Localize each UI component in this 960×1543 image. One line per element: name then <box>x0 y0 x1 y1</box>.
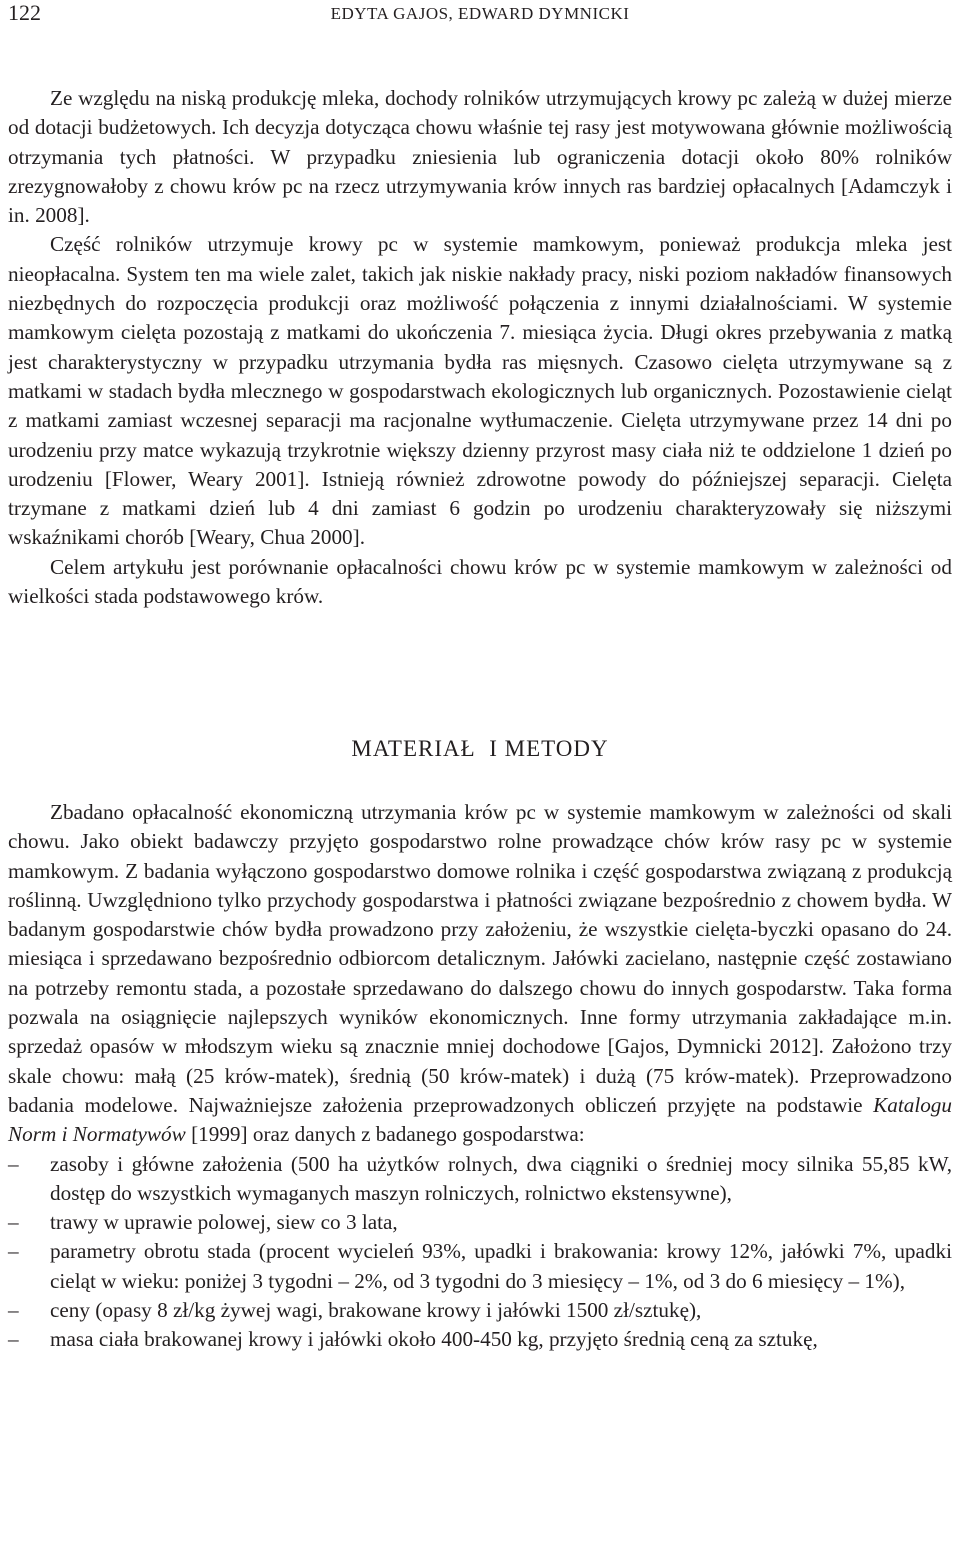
list-item <box>8 1237 952 1296</box>
list-item-text: masa ciała brakowanej krowy i jałówki około 400-450 kg, przyjęto średnią ceną za sztukę, <box>50 1327 818 1352</box>
list-dash: – <box>8 1239 19 1264</box>
section-heading-part: I METODY <box>489 736 609 761</box>
list-item-text: trawy w uprawie polowej, siew co 3 lata, <box>50 1210 398 1235</box>
methods-section <box>8 798 952 1355</box>
intro-paragraph: Część rolników utrzymuje krowy pc w systemie mamkowym, ponieważ produkcja mleka jest nieopłacalna. System ten ma wiele zalet, takich jak niskie nakłady pracy, niski poziom nakładów finansowych niezbędnych do rozpoczęcia produkcji oraz możliwość połączenia z innymi działalnościami. W systemie mamkowym cielęta pozostają z matkami do ukończenia 7. miesiąca życia. Długi okres przebywania z matką jest charakterystyczny w przypadku utrzymania bydła ras mięsnych. Czasowo cielęta utrzymywane są z matkami w stadach bydła mlecznego w gospodarstwach ekologicznych lub organicznych. Pozostawienie cieląt z matkami zamiast wczesnej separacji ma racjonalne wytłumaczenie. Cielęta utrzymywane przez 14 dni po urodzeniu przy matce wykazują trzykrotnie większy dzienny przyrost masy ciała niż te oddzielone 1 dzień po urodzeniu [Flower, Weary 2001]. Istnieją również zdrowotne powody do późniejszej separacji. Cielęta trzymane z matkami dzień lub 4 dni zamiast 6 godzin po urodzeniu charakteryzowały się niższymi wskaźnikami chorób [Weary, Chua 2000]. <box>8 232 952 550</box>
header-authors: EDYTA GAJOS, EDWARD DYMNICKI <box>330 4 630 23</box>
list-dash: – <box>8 1327 19 1352</box>
catalog-citation: Katalogu Norm i Normatywów <box>8 1092 952 1147</box>
section-heading-part: MATERIAŁ <box>351 736 476 761</box>
methods-text: Zbadano opłacalność ekonomiczną utrzymania krów pc w systemie mamkowym w zależności od skali chowu. Jako obiekt badawczy przyjęto gospodarstwo rolne prowadzące chów krów rasy pc w systemie mamkowym. Z badania wyłączono gospodarstwo domowe rolnika i część gospodarstwa związaną z produkcją roślinną. Uwzględniono tylko przychody gospodarstwa i płatności związane bezpośrednio z chowem bydła. W badanym gospodarstwie chów bydła prowadzono przy założeniu, że wszystkie cielęta-byczki opasano do 24. miesiąca i sprzedawano bezpośrednio odbiorcom detalicznym. Jałówki zacielano, następnie część zostawiano na potrzeby remontu stada, a pozostałe sprzedawano do dalszego chowu do innych gospodarstw. Taka forma pozwala na osiągnięcie najlepszych wyników ekonomicznych. Inne formy utrzymania zakładające m.in. sprzedaż opasów w młodszym wieku są znacznie mniej dochodowe [Gajos, Dymnicki 2012]. Założono trzy skale chowu: małą (25 krów-matek), średnią (50 krów-matek) i dużą (75 krów-matek). Przeprowadzono badania modelowe. Najważniejsze założenia przeprowadzonych obliczeń przyjęte na podstawie <box>8 800 952 1117</box>
assumptions-list <box>8 1150 952 1355</box>
list-item-text: ceny (opasy 8 zł/kg żywej wagi, brakowane krowy i jałówki 1500 zł/sztukę), <box>50 1298 702 1323</box>
list-item <box>8 1208 952 1237</box>
list-item-text: parametry obrotu stada (procent wycieleń 93%, upadki i brakowania: krowy 12%, jałówki 7%, upadki cieląt w wieku: poniżej 3 tygodni – 2%, od 3 tygodni do 3 miesięcy – 1%, od 3 do 6 miesięcy – 1%), <box>50 1239 952 1293</box>
intro-paragraph: Celem artykułu jest porównanie opłacalności chowu krów pc w systemie mamkowym w zależności od wielkości stada podstawowego krów. <box>8 554 952 609</box>
intro-section <box>8 84 952 611</box>
list-item <box>8 1296 952 1325</box>
methods-text: [1999] oraz danych z badanego gospodarstwa: <box>185 1122 585 1147</box>
intro-paragraph: Ze względu na niską produkcję mleka, dochody rolników utrzymujących krowy pc zależą w dużej mierze od dotacji budżetowych. Ich decyzja dotycząca chowu właśnie tej rasy jest motywowana głównie możliwością otrzymania tych płatności. W przypadku zniesienia lub ograniczenia dotacji około 80% rolników zrezygnowałoby z chowu krów pc na rzecz utrzymywania krów innych ras bardziej opłacalnych [Adamczyk i in. 2008]. <box>8 86 952 228</box>
list-dash: – <box>8 1210 19 1235</box>
section-heading <box>0 736 960 762</box>
list-dash: – <box>8 1298 19 1323</box>
list-item <box>8 1150 952 1209</box>
list-item-text: zasoby i główne założenia (500 ha użytków rolnych, dwa ciągniki o średniej mocy silnika 55,85 kW, dostęp do wszystkich wymaganych maszyn rolniczych, rolnictwo ekstensywne), <box>50 1151 952 1205</box>
list-dash: – <box>8 1151 19 1176</box>
methods-paragraph <box>8 798 952 1150</box>
running-header <box>8 0 952 26</box>
list-item <box>8 1325 952 1354</box>
page-number: 122 <box>8 0 41 25</box>
